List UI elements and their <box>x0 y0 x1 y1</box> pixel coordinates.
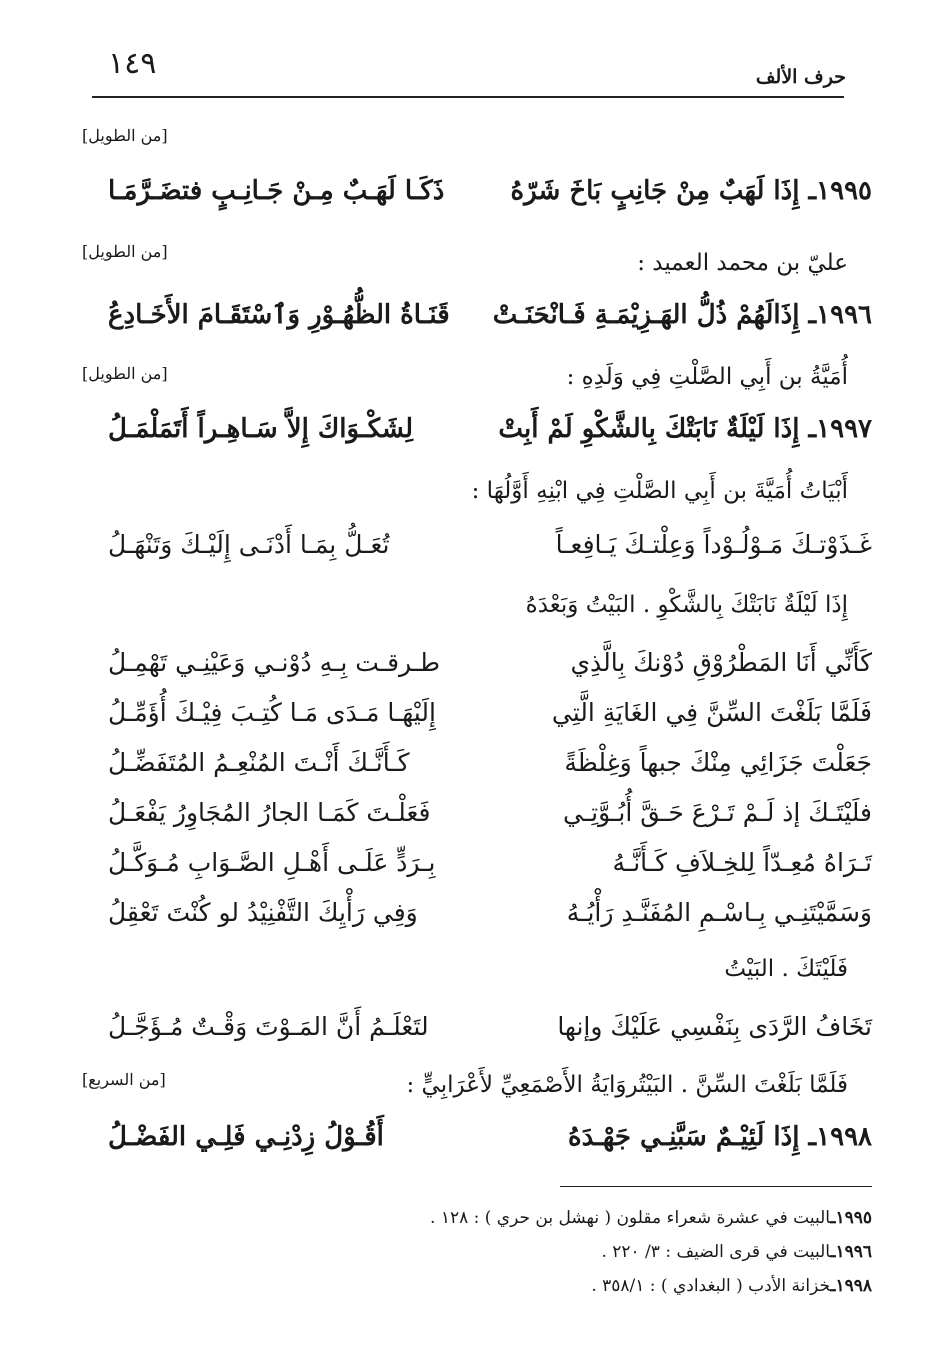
footnote <box>591 1276 872 1296</box>
verse-number: ١٩٩٥ـ <box>808 176 872 206</box>
verse-number: ١٩٩٧ـ <box>808 414 872 444</box>
meter-label: [من الطويل] <box>82 126 168 145</box>
verse-second-hemistich: طـرقـت بِـهِ دُوْنـي وَعَيْنِـي تَهْمِـلُ <box>108 648 441 677</box>
poem-line <box>108 648 872 698</box>
poet-attribution: أُمَيَّةُ بن أَبِي الصَّلْتِ فِي وَلَدِهِ : <box>566 364 848 390</box>
poem-line <box>108 530 872 580</box>
verse-text: إِذَا لَيْلَةٌ نَابَتْكَ بِالشَّكْوِ لَمْ أَبِتْ <box>498 414 800 444</box>
verse-first-hemistich: غَـذَوْتـكَ مَـوْلُـوْداً وَعِلْتـكَ يَـافِعـاً <box>555 530 872 559</box>
verse-text: إِذَا لَهَبٌ مِنْ جَانِبٍ بَاخَ شَرّهُ <box>510 176 800 206</box>
verse-first-hemistich: فلَيْتَـكَ إذ لَـمْ تَـرْعَ حَـقَّ أُبُـوَّتِـي <box>563 798 872 827</box>
poem-line <box>108 1012 872 1062</box>
page-number: ١٤٩ <box>108 46 157 81</box>
verse-second-hemistich: تُعَـلُّ بِمَـا أَدْنَـى إِلَيْـكَ وَتَنْهَـلُ <box>108 530 390 559</box>
verse-number: ١٩٩٨ـ <box>808 1122 872 1152</box>
verse-first-hemistich: تَخَافُ الرَّدَى بِنَفْسِي عَلَيْكَ وإنها <box>557 1012 872 1041</box>
poem-line <box>108 748 872 798</box>
header-rule <box>92 96 844 98</box>
verse-second-hemistich: أَقُـوْلُ زِدْنِـي فَلِـي الفَضْـلُ <box>108 1122 384 1152</box>
verse-number: ١٩٩٦ـ <box>808 300 872 330</box>
verse-first-hemistich: تَـرَاهُ مُعِـدّاً لِلخِـلاَفِ كَـأَنَّـهُ <box>612 848 872 877</box>
verse-second-hemistich: قَنَـاةُ الظُّهُـوْرِ وَٱسْتَقَـامَ الأَخَـادِعُ <box>108 300 450 330</box>
prose-line: إِذَا لَيْلَةٌ نَابَتْكَ بِالشَّكْوِ . البَيْتُ وَبَعْدَهُ <box>525 592 848 618</box>
poem-line <box>108 898 872 948</box>
meter-label: [من السريع] <box>82 1070 166 1089</box>
poem-line <box>108 798 872 848</box>
verse-second-hemistich: لِشَكْـوَاكَ إِلاَّ سَـاهِـراً أَتَمَلْمَـلُ <box>108 414 414 444</box>
prose-line: أَبْيَاتُ أُمَيَّةَ بن أَبِي الصَّلْتِ فِي ابْنِهِ أَوَّلُهَا : <box>471 478 848 504</box>
footnote-number: ١٩٩٦ـ <box>830 1242 872 1262</box>
verse-second-hemistich: لتَعْلَـمُ أَنَّ المَـوْتَ وَقْـتٌ مُـؤَجَّـلُ <box>108 1012 429 1041</box>
verse-first-hemistich <box>568 1122 872 1152</box>
footnote-number: ١٩٩٨ـ <box>830 1276 872 1296</box>
poem-line <box>108 848 872 898</box>
prose-line: فَلَمَّا بَلَغْتَ السِّنَّ . البَيْتُروَايَةُ الأَصْمَعِيِّ لأَعْرَابِيٍّ : <box>406 1072 848 1098</box>
verse-second-hemistich: كَـأَنَّـكَ أَنْـتَ المُنْعِـمُ المُتَفَضِّـلُ <box>108 748 410 777</box>
verse-1998 <box>108 1122 872 1172</box>
verse-text: إِذَا لَئِيْـمٌ سَبَّنِـي جَهْـدَهُ <box>568 1122 800 1152</box>
verse-second-hemistich: ذَكَـا لَهَـبٌ مِـنْ جَـانِـبٍ فتضَـرَّمَـا <box>108 176 445 206</box>
verse-second-hemistich: فَعَلْـتَ كَمَـا الجارُ المُجَاوِرُ يَفْعَـلُ <box>108 798 431 827</box>
footnote-text: البيت في عشرة شعراء مقلون ( نهشل بن حري ) : ١٢٨ . <box>430 1208 831 1228</box>
footnote-number: ١٩٩٥ـ <box>830 1208 872 1228</box>
verse-first-hemistich: وَسَمَّيْتَنِـي بِـاسْـمِ المُفَنَّـدِ رَأْيُـهُ <box>566 898 872 927</box>
verse-first-hemistich <box>493 300 872 330</box>
verse-first-hemistich: فَلَمَّا بَلَغْتَ السِّنَّ فِي الغَايَةِ الَّتِي <box>551 698 872 727</box>
footnote <box>601 1242 872 1262</box>
verse-first-hemistich <box>498 414 872 444</box>
meter-label: [من الطويل] <box>82 364 168 383</box>
verse-1996 <box>108 300 872 350</box>
verse-1995 <box>108 176 872 226</box>
verse-first-hemistich: كَأَنِّي أَنَا المَطْرُوْقِ دُوْنكَ بِالَّذِي <box>570 648 872 677</box>
meter-label: [من الطويل] <box>82 242 168 261</box>
footnote-text: البيت في قرى الضيف : ٣/ ٢٢٠ . <box>601 1242 831 1262</box>
running-title: حرف الألف <box>755 66 846 88</box>
verse-second-hemistich: بِـرَدٍّ عَلَـى أَهْـلِ الصَّـوَابِ مُـوَكَّـلُ <box>108 848 436 877</box>
prose-line: فَلَيْتَكَ . البَيْتُ <box>724 956 848 982</box>
footnote-rule <box>560 1186 872 1187</box>
poem-line <box>108 698 872 748</box>
verse-first-hemistich <box>511 176 872 206</box>
verse-second-hemistich: وَفِي رَأْيِكَ التَّفْنِيْدُ لو كُنْتَ تَعْقِلُ <box>108 898 418 927</box>
verse-1997 <box>108 414 872 464</box>
verse-first-hemistich: جَعَلْتَ جَزَائِي مِنْكَ جبهاً وَغِلْظَةً <box>564 748 872 777</box>
footnote-text: خزانة الأدب ( البغدادي ) : ٣٥٨/١ . <box>591 1276 831 1296</box>
verse-second-hemistich: إِلَيْهَـا مَـدَى مَـا كُتِـبَ فِيْـكَ أُؤَمِّـلُ <box>108 698 436 727</box>
footnote <box>430 1208 872 1228</box>
verse-text: إِذَالَهُمْ ذُلُّ الهَـزِيْمَـةِ فَـانْحَنَـتْ <box>492 300 800 330</box>
poet-attribution: عليّ بن محمد العميد : <box>637 250 848 276</box>
